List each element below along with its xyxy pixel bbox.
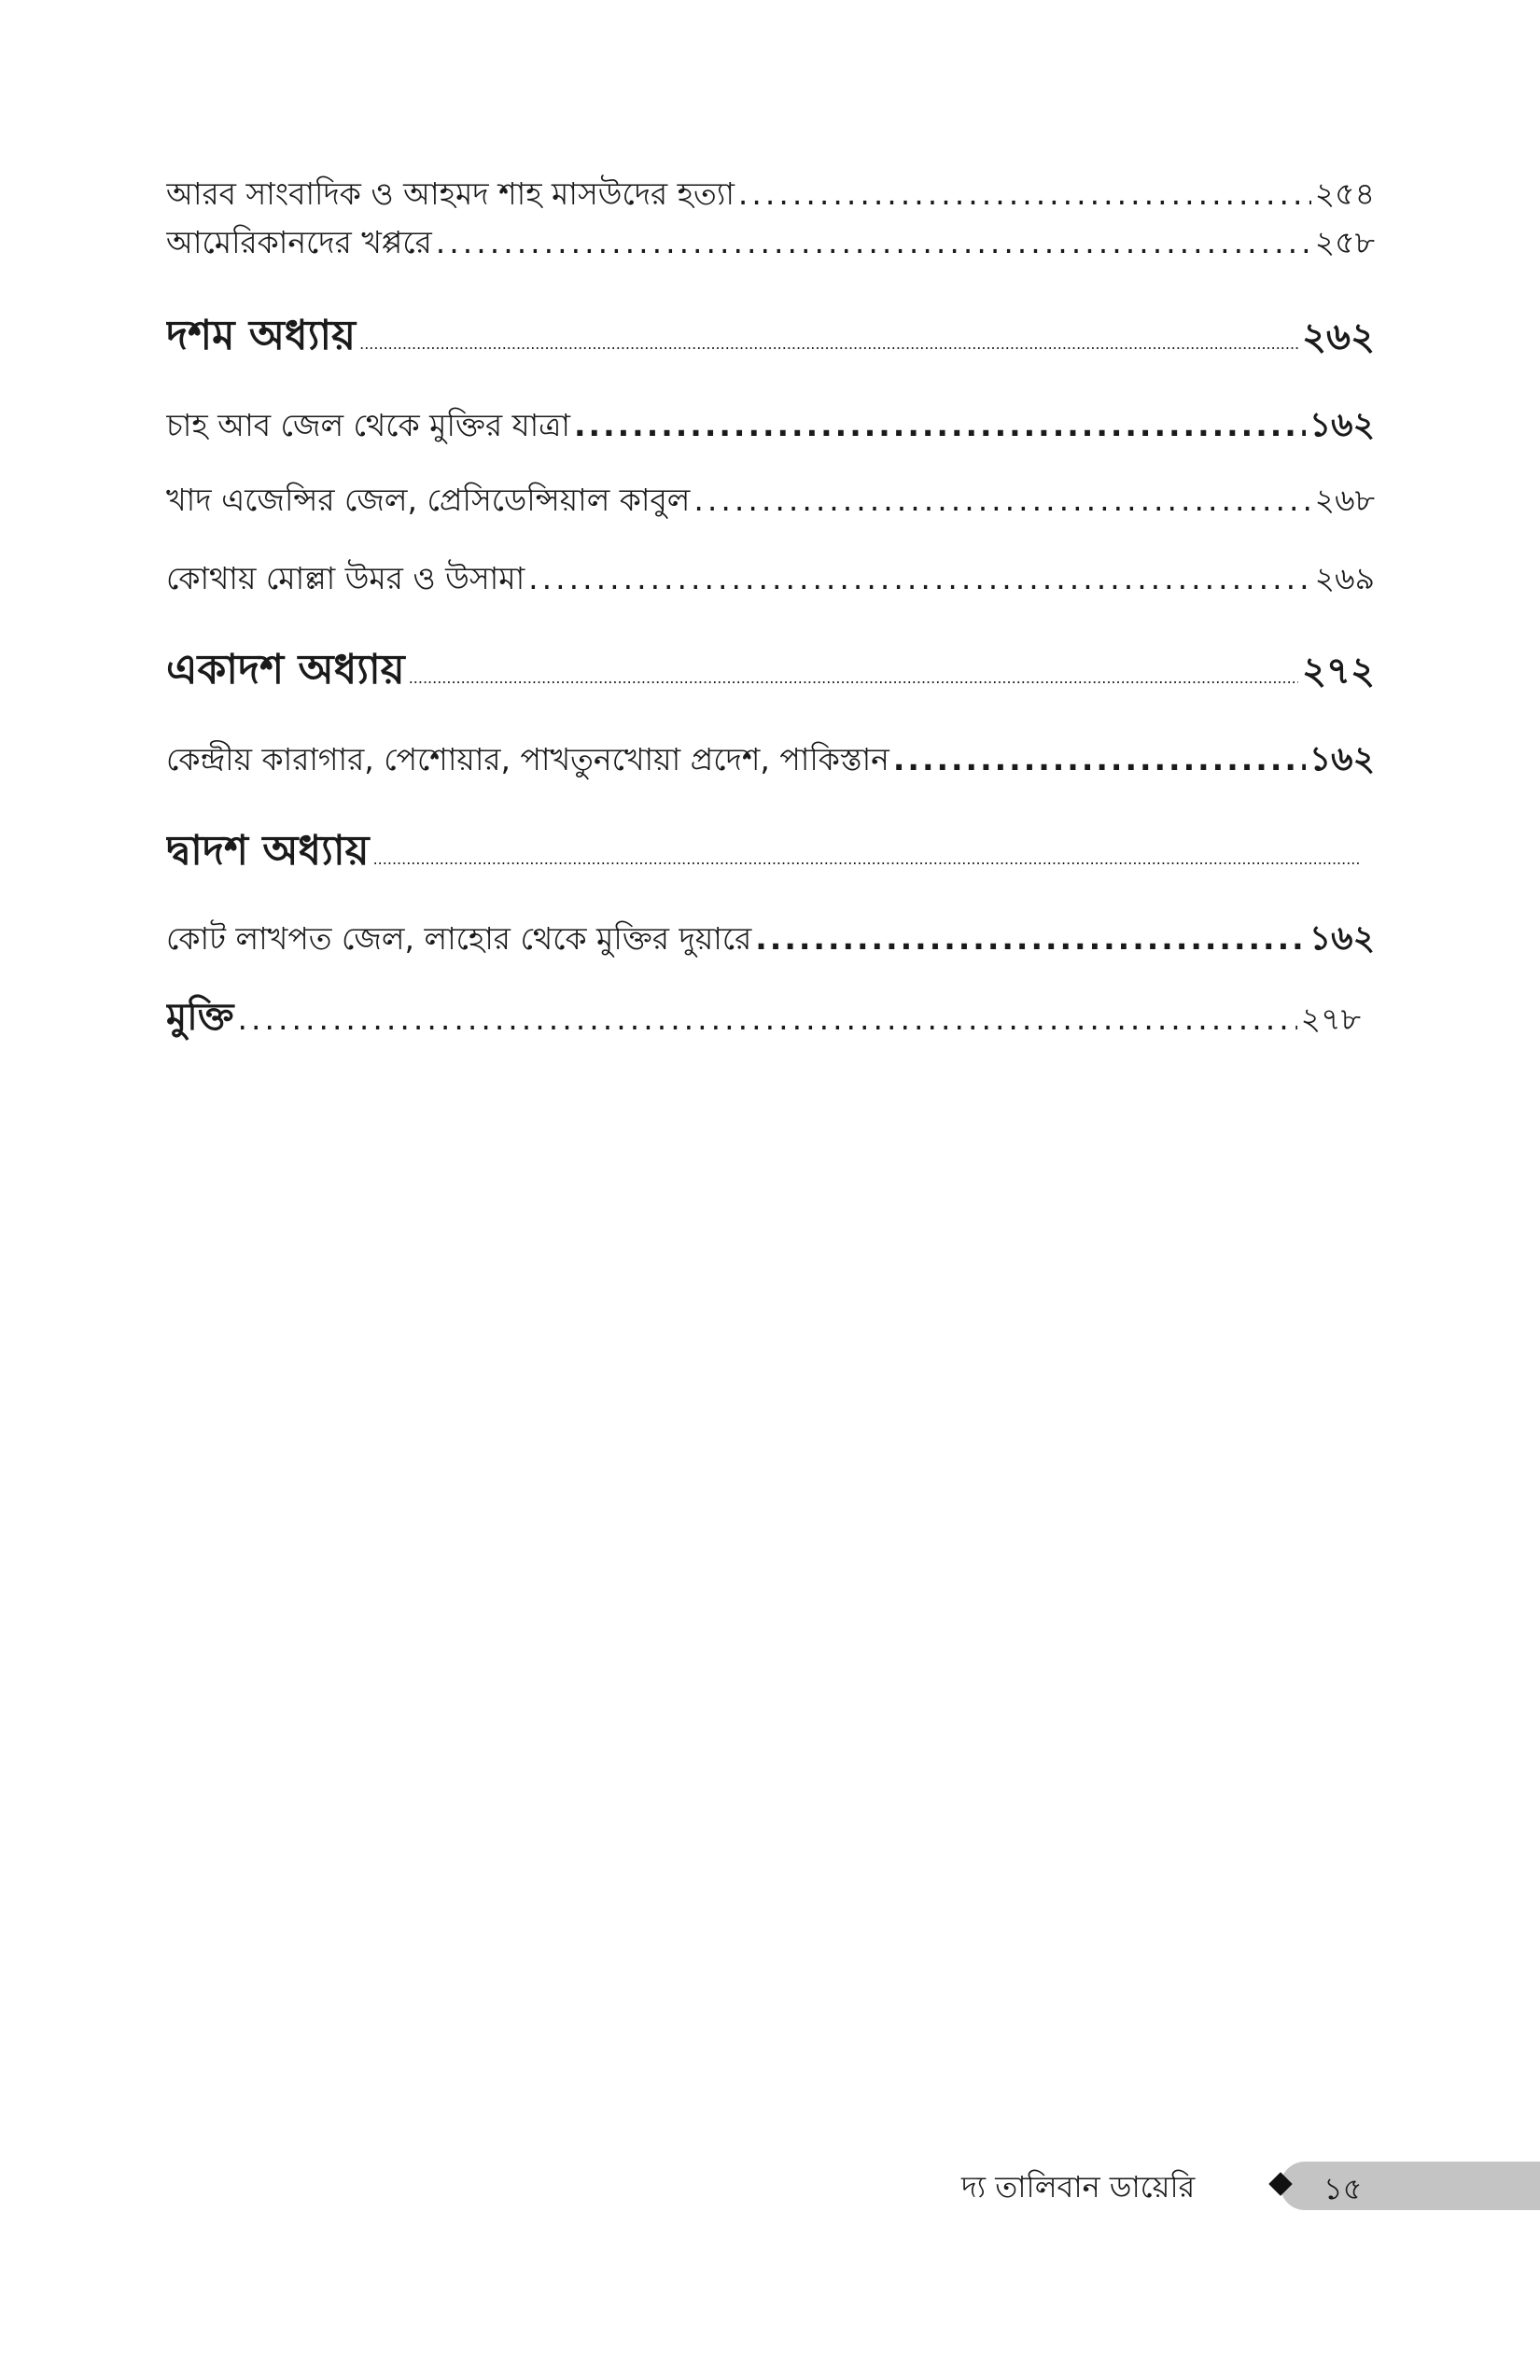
chapter-title: দশম অধ্যায় [166, 312, 357, 359]
toc-entry-page: ১৬২ [1309, 919, 1375, 958]
dot-leader [373, 850, 1362, 868]
toc-entry-title: আমেরিকানদের খপ্পরে [166, 224, 432, 260]
dot-leader [238, 1001, 1297, 1037]
table-of-contents [166, 0, 1379, 1120]
running-footer-book-title: দ্য তালিবান ডায়েরি [961, 2169, 1196, 2205]
chapter-page: ২৭২ [1301, 650, 1375, 693]
toc-entry-page: ২৫৮ [1314, 224, 1375, 260]
dot-leader [409, 669, 1298, 687]
chapter-title: একাদশ অধ্যায় [166, 646, 405, 693]
toc-entry-page: ২৭৮ [1300, 1001, 1361, 1037]
toc-entry-title: আরব সাংবাদিক ও আহমদ শাহ মাসউদের হত্যা [166, 175, 735, 212]
toc-entry [166, 476, 1375, 528]
toc-entry-page: ২৬৮ [1314, 482, 1375, 518]
toc-entry [166, 554, 1375, 607]
toc-chapter-heading [166, 304, 1375, 372]
toc-entry-page: ১৬২ [1309, 740, 1375, 778]
dot-leader [436, 224, 1311, 260]
toc-entry-title: চাহ আব জেল থেকে মুক্তির যাত্রা [166, 407, 571, 443]
toc-entry-page: ২৬৯ [1314, 560, 1375, 596]
dot-leader [574, 407, 1306, 443]
page-number-tab [1281, 2162, 1540, 2210]
toc-chapter-heading [166, 819, 1365, 888]
toc-entry-title: খাদ এজেন্সির জেল, প্রেসিডেন্সিয়াল কাবুল [166, 482, 691, 518]
dot-leader [893, 741, 1306, 777]
toc-entry-title: কেন্দ্রীয় কারাগার, পেশোয়ার, পাখতুনখোয়া প্রদেশ, পাকিস্তান [166, 741, 889, 777]
toc-entry-title: কোথায় মোল্লা উমর ও উসামা [166, 560, 525, 596]
dot-leader [738, 175, 1311, 212]
toc-entry [166, 734, 1375, 790]
dot-leader [359, 335, 1298, 353]
toc-entry [166, 170, 1375, 222]
dot-leader [755, 920, 1306, 957]
toc-chapter-heading [166, 638, 1375, 707]
dot-leader [528, 560, 1311, 596]
chapter-title: দ্বাদশ অধ্যায় [166, 827, 370, 875]
toc-entry-title: কোট লাখপত জেল, লাহোর থেকে মুক্তির দুয়ারে [166, 920, 752, 957]
page-number: ১৫ [1323, 2171, 1363, 2206]
chapter-page: ২৬২ [1301, 315, 1375, 358]
toc-entry [166, 987, 1361, 1050]
toc-entry [166, 913, 1375, 969]
toc-entry-page: ১৬২ [1309, 406, 1375, 444]
toc-entry-title: মুক্তি [166, 996, 234, 1039]
dot-leader [693, 482, 1310, 518]
toc-entry [166, 399, 1375, 455]
toc-entry-page: ২৫৪ [1314, 175, 1375, 212]
toc-entry [166, 218, 1375, 271]
